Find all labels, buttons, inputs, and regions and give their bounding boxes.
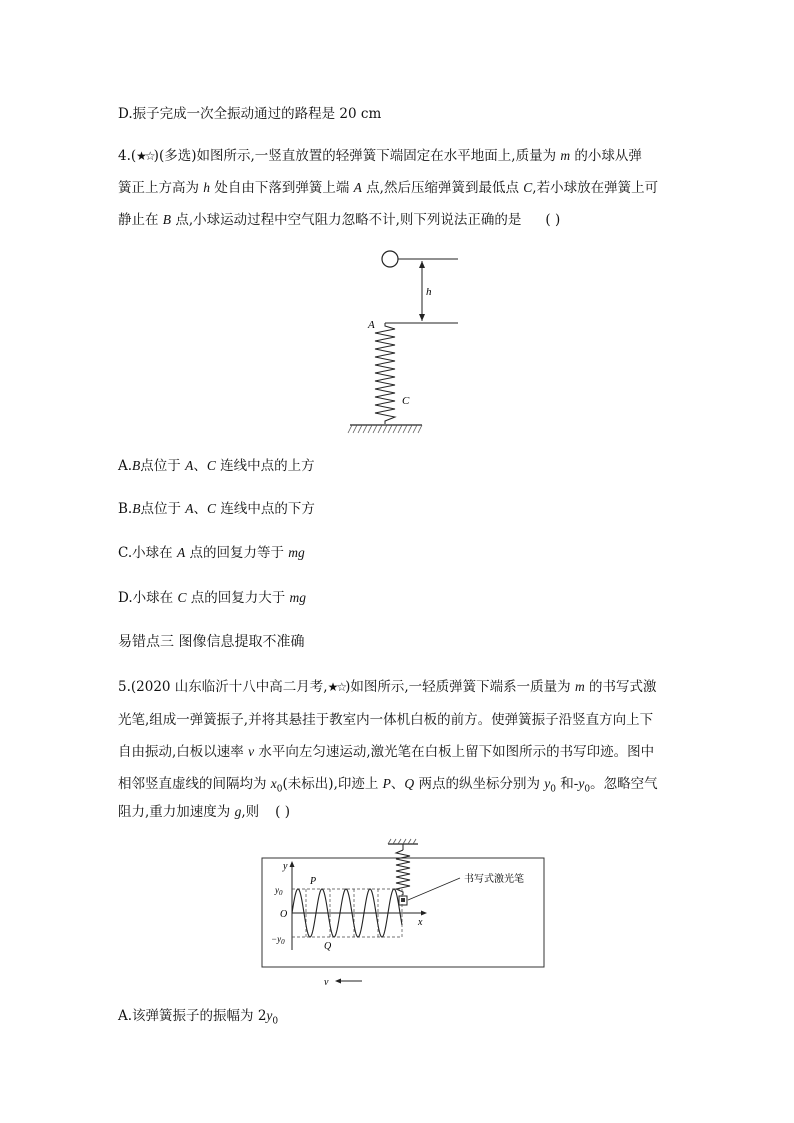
q5-stem-line-4: 相邻竖直虚线的间隔均为 $x_0$(未标出),印迹上 P、Q 两点的纵坐标分别为 $y_0$ 和$-y_0$。忽略空气 <box>118 776 658 795</box>
svg-text:P: P <box>310 876 317 887</box>
spring <box>375 323 395 424</box>
difficulty-star-icon: ★☆ <box>327 680 346 694</box>
difficulty-star-icon: ★☆ <box>136 149 154 163</box>
q4-stem-line-2: 簧正上方高为 h 处自由下落到弹簧上端 A 点,然后压缩弹簧到最低点 C,若小球放在弹簧上可 <box>118 180 659 196</box>
svg-text:Q: Q <box>324 941 332 952</box>
q3-option-d[interactable]: D.振子完成一次全振动通过的路程是 20 cm <box>118 106 382 122</box>
q4-stem-line-3: 静止在 B 点,小球运动过程中空气阻力忽略不计,则下列说法正确的是 ( ) <box>118 212 561 228</box>
ball-icon <box>382 251 398 267</box>
label-a: A <box>368 319 375 331</box>
label-h: h <box>426 286 432 298</box>
pen-label: 书写式激光笔 <box>464 874 524 885</box>
q5-stem-line-2: 光笔,组成一弹簧振子,并将其悬挂于教室内一体机白板的前方。使弹簧振子沿竖直方向上下 <box>118 712 654 728</box>
svg-text:x: x <box>418 917 423 928</box>
q5-number: 5.(2020 山东临沂十八中高二月考, <box>118 679 328 695</box>
svg-text:y: y <box>283 861 288 872</box>
svg-text:v: v <box>324 977 329 988</box>
q5-stem-line-5: 阻力,重力加速度为 g,则 ( ) <box>118 804 290 820</box>
q4-option-a[interactable]: A.B点位于 A、C 连线中点的上方 <box>118 458 315 474</box>
label-c: C <box>402 395 410 407</box>
ground-hatch <box>348 425 422 433</box>
answer-paren: ( ) <box>545 212 561 228</box>
q5-stem-line-3: 自由振动,白板以速率 v 水平向左匀速运动,激光笔在白板上留下如图所示的书写印迹。图中 <box>118 744 655 760</box>
answer-paren: ( ) <box>275 804 290 820</box>
q4-option-b[interactable]: B.B点位于 A、C 连线中点的下方 <box>118 501 315 517</box>
section-heading: 易错点三 图像信息提取不准确 <box>118 634 305 650</box>
q4-stem-line-1: 4.(★☆)(多选)如图所示,一竖直放置的轻弹簧下端固定在水平地面上,质量为 m 的小球从弹 <box>118 148 642 164</box>
q4-option-c[interactable]: C.小球在 A 点的回复力等于 mg <box>118 545 305 561</box>
whiteboard-trace-figure <box>258 838 548 990</box>
svg-text:y0: $y_0$ <box>275 885 283 897</box>
q4-number: 4.( <box>118 148 137 164</box>
svg-text:−y0: $-y_0$ <box>271 934 285 946</box>
ball-spring-figure <box>340 244 460 439</box>
q5-stem-line-1: 5.(2020 山东临沂十八中高二月考,★☆)如图所示,一轻质弹簧下端系一质量为 m 的书写式激 <box>118 679 657 695</box>
q4-option-d[interactable]: D.小球在 C 点的回复力大于 mg <box>118 590 307 606</box>
svg-text:O: O <box>280 909 288 920</box>
q5-option-a[interactable]: A.该弹簧振子的振幅为 $2y_0$ <box>118 1008 279 1027</box>
